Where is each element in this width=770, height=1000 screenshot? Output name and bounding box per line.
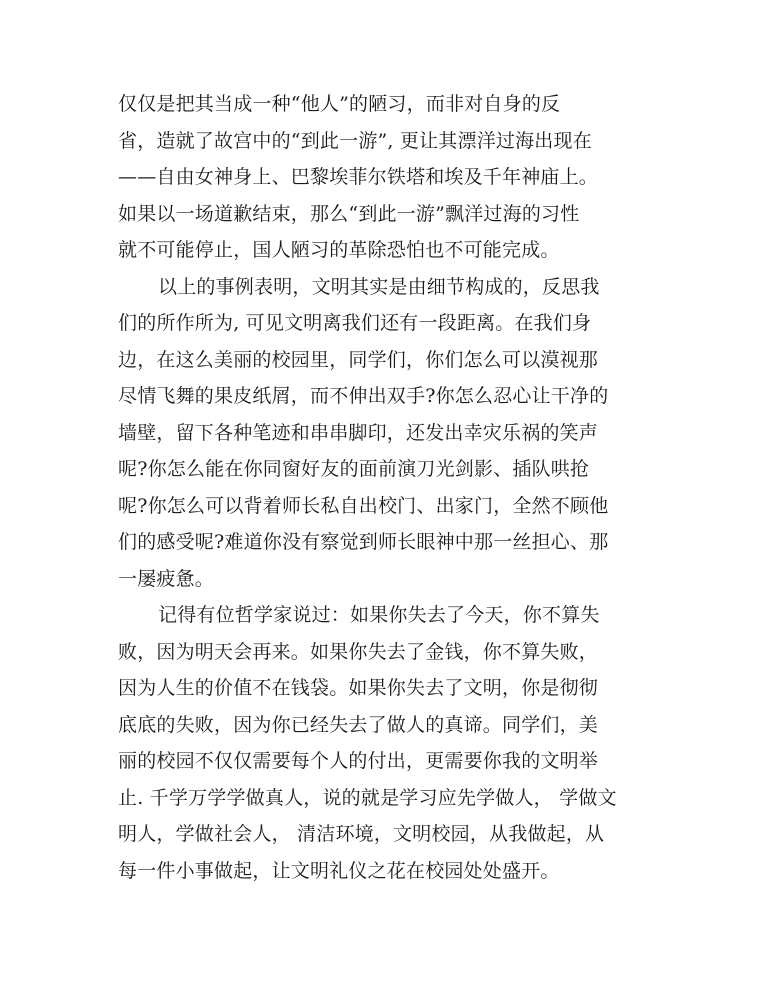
text-line: 省，造就了故宫中的“到此一游”, 更让其漂洋过海出现在 — [118, 129, 592, 152]
text-line: 呢?你怎么能在你同窗好友的面前演刀光剑影、插队哄抢 — [118, 458, 590, 480]
text-line: 止. 千学万学学做真人，说的就是学习应先学做人， 学做文 — [118, 786, 617, 809]
text-line: 墙壁，留下各种笔迹和串串脚印，还发出幸灾乐祸的笑声 — [118, 421, 599, 444]
text-line: 败，因为明天会再来。如果你失去了金钱，你不算失败， — [118, 640, 599, 663]
paragraph-1 — [118, 86, 658, 269]
text-line: 们的感受呢?难道你没有察觉到师长眼神中那一丝担心、那 — [118, 531, 609, 553]
text-line: 以上的事例表明，文明其实是由细节构成的，反思我 — [158, 275, 600, 298]
document-body — [118, 86, 658, 889]
paragraph-3 — [118, 597, 658, 889]
text-line: 如果以一场道歉结束，那么“到此一游”飘洋过海的习性 — [118, 202, 580, 225]
text-line: ——自由女神身上、巴黎埃菲尔铁塔和埃及千年神庙上。 — [118, 166, 599, 188]
text-line: 因为人生的价值不在钱袋。如果你失去了文明，你是彻彻 — [118, 677, 599, 699]
text-line: 底底的失败，因为你已经失去了做人的真谛。同学们，美 — [118, 713, 599, 736]
text-line: 边，在这么美丽的校园里，同学们，你们怎么可以漠视那 — [118, 348, 599, 371]
text-line: 呢?你怎么可以背着师长私自出校门、出家门，全然不顾他 — [118, 494, 609, 517]
text-line: 仅仅是把其当成一种“他人”的陋习，而非对自身的反 — [118, 93, 561, 115]
paragraph-2 — [118, 269, 658, 598]
text-line: 记得有位哲学家说过：如果你失去了今天，你不算失 — [158, 604, 600, 626]
text-line: 明人，学做社会人， 清洁环境，文明校园，从我做起，从 — [118, 823, 605, 845]
text-line: 就不可能停止，国人陋习的革除恐怕也不可能完成。 — [118, 239, 560, 261]
text-line: 尽情飞舞的果皮纸屑，而不伸出双手?你怎么忍心让干净的 — [118, 385, 609, 407]
text-line: 一屡疲惫。 — [118, 567, 215, 590]
text-line: 们的所作所为, 可见文明离我们还有一段距离。在我们身 — [118, 312, 592, 334]
text-line: 丽的校园不仅仅需要每个人的付出，更需要你我的文明举 — [118, 750, 599, 772]
text-line: 每一件小事做起，让文明礼仪之花在校园处处盛开。 — [118, 859, 560, 882]
